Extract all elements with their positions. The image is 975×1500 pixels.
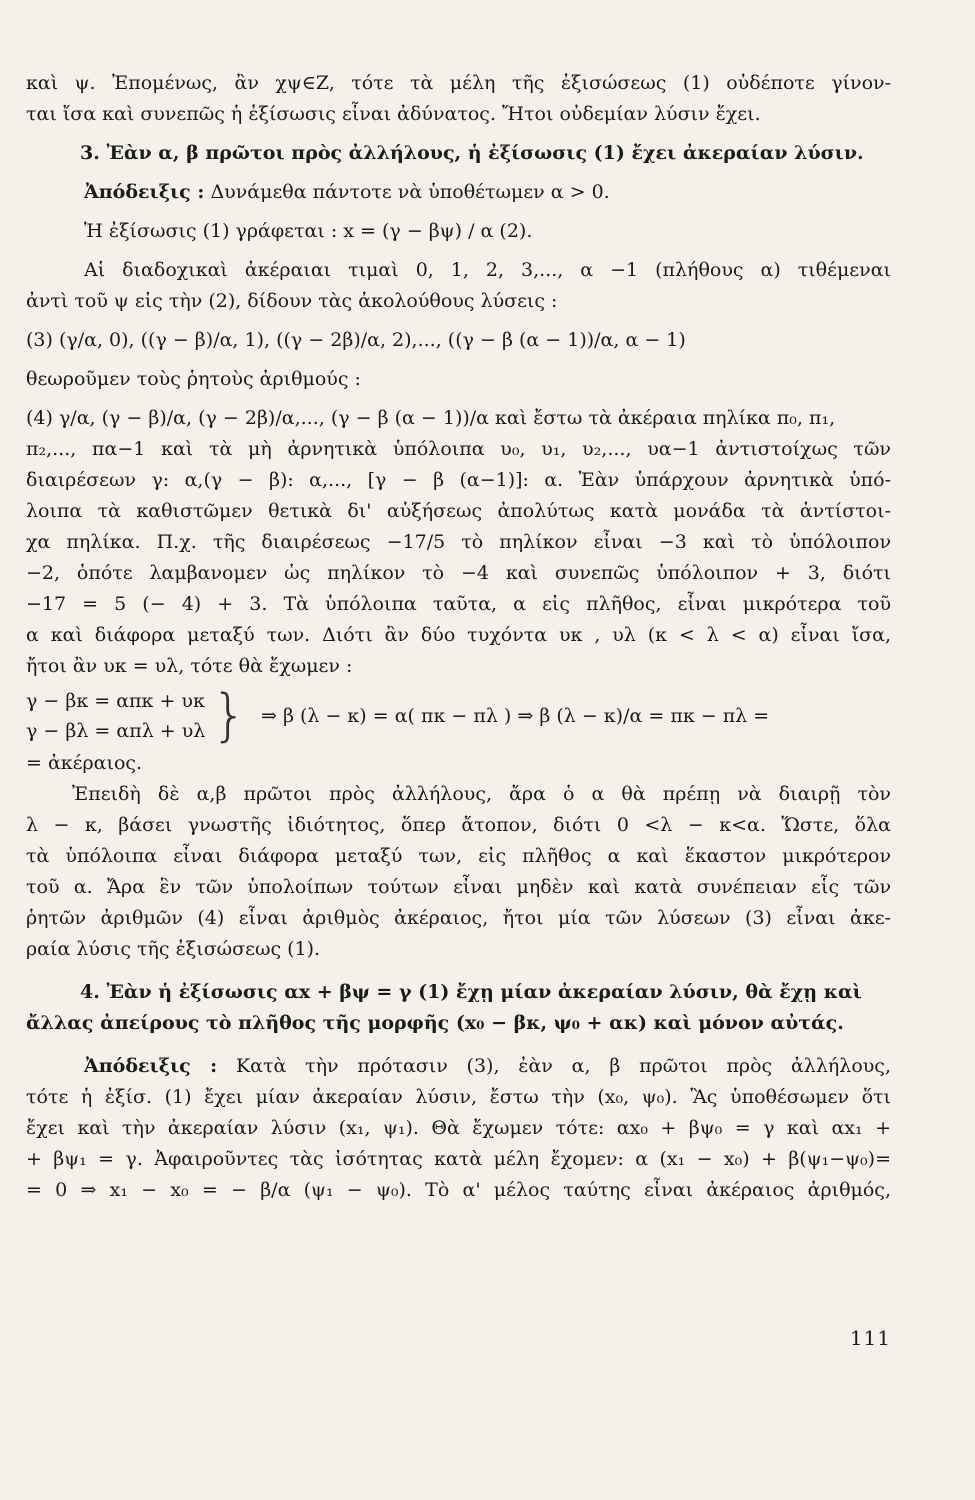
rationals-list-4: (4) γ/α, (γ − β)/α, (γ − 2β)/α,..., (γ − β (α − 1))/α καὶ ἔστω τὰ ἀκέραια πηλίκα π₀, π₁,: [26, 407, 836, 429]
system-right: ⇒ β (λ − κ) = α( πκ − πλ ) ⇒ β (λ − κ)/α = πκ − πλ =: [260, 705, 770, 727]
text-line: ται ἴσα καὶ συνεπῶς ἡ ἐξίσωσις εἶναι ἀδύνατος. Ἤτοι οὐδεμίαν λύσιν ἔχει.: [26, 103, 761, 125]
text-line: α καὶ διάφορα μεταξύ των. Διότι ἂν δύο τυχόντα υκ , υλ (κ < λ < α) εἶναι ἴσα,: [26, 624, 891, 646]
text-line: = 0 ⇒ x₁ − x₀ = − β/α (ψ₁ − ψ₀). Τὸ α' μέλος ταύτης εἶναι ἀκέραιος ἀριθμός,: [26, 1179, 891, 1201]
text-line: τὰ ὑπόλοιπα εἶναι διάφορα μεταξύ των, εἰς πλῆθος α καὶ ἕκαστον μικρότερον: [26, 845, 891, 867]
text-line: + βψ₁ = γ. Ἀφαιροῦντες τὰς ἰσότητας κατὰ μέλη ἔχομεν: α (x₁ − x₀) + β(ψ₁−ψ₀)=: [26, 1148, 891, 1170]
text-line: Αἱ διαδοχικαὶ ἀκέραιαι τιμαὶ 0, 1, 2, 3,..., α −1 (πλήθους α) τιθέμεναι: [84, 259, 891, 281]
text-line: π₂,..., πα−1 καὶ τὰ μὴ ἀρνητικὰ ὑπόλοιπα υ₀, υ₁, υ₂,..., υα−1 ἀντιστοίχως τῶν: [26, 438, 891, 460]
text-line: Ἐπειδὴ δὲ α,β πρῶτοι πρὸς ἀλλήλους, ἄρα ὁ α θὰ πρέπῃ νὰ διαιρῇ τὸν: [72, 783, 891, 805]
text-line: −17 = 5 (− 4) + 3. Τὰ ὑπόλοιπα ταῦτα, α εἰς πλῆθος, εἶναι μικρότερα τοῦ: [26, 593, 891, 615]
system-row: γ − βλ = απλ + υλ: [26, 720, 206, 742]
text-line: = ἀκέραιος.: [26, 752, 143, 774]
text-line: ραία λύσις τῆς ἐξισώσεως (1).: [26, 938, 321, 960]
system-left: [26, 686, 205, 746]
theorem-4-heading: 4. Ἐὰν ἡ ἐξίσωσις αx + βψ = γ (1) ἔχῃ μίαν ἀκεραίαν λύσιν, θὰ ἔχῃ καὶ: [80, 981, 862, 1003]
page-number: 111: [849, 1326, 891, 1350]
equation-system: [26, 683, 891, 748]
system-row: γ − βκ = απκ + υκ: [26, 690, 205, 712]
proof-3-intro: [26, 177, 891, 208]
proof-label: Ἀπόδειξις :: [84, 181, 205, 203]
text-line: χα πηλίκα. Π.χ. τῆς διαιρέσεως −17/5 τὸ πηλίκον εἶναι −3 καὶ τὸ ὑπόλοιπον: [26, 531, 891, 553]
proof-4-intro: [26, 1051, 891, 1082]
text-line: διαιρέσεων γ: α,(γ − β): α,..., [γ − β (α−1)]: α. Ἐὰν ὑπάρχουν ἀρνητικὰ ὑπό-: [26, 469, 891, 491]
equation-2: Ἡ ἐξίσωσις (1) γράφεται : x = (γ − βψ) / α (2).: [84, 220, 533, 242]
solutions-list-3: (3) (γ/α, 0), ((γ − β)/α, 1), ((γ − 2β)/α, 2),..., ((γ − β (α − 1))/α, α − 1): [26, 329, 686, 351]
right-brace: }: [211, 683, 247, 748]
text-line: λοιπα τὰ καθιστῶμεν θετικὰ δι' αὐξήσεως ἀπολύτως κατὰ μονάδα τὰ ἀντίστοι-: [26, 500, 891, 522]
proof-intro-text: Δυνάμεθα πάντοτε νὰ ὑποθέτωμεν α > 0.: [210, 181, 610, 203]
text-line: −2, ὁπότε λαμβανομεν ὡς πηλίκον τὸ −4 καὶ συνεπῶς ὑπόλοιπον + 3, διότι: [26, 562, 891, 584]
text-line: ἤτοι ἂν υκ = υλ, τότε θὰ ἔχωμεν :: [26, 655, 353, 677]
text-line: καὶ ψ. Ἐπομένως, ἂν χψ∈Z, τότε τὰ μέλη τῆς ἐξισώσεως (1) οὐδέποτε γίνον-: [26, 72, 891, 94]
text-line: τότε ἡ ἐξίσ. (1) ἔχει μίαν ἀκεραίαν λύσιν, ἔστω τὴν (x₀, ψ₀). Ἂς ὑποθέσωμεν ὅτι: [26, 1086, 891, 1108]
proof-intro-text: Κατὰ τὴν πρότασιν (3), ἐὰν α, β πρῶτοι πρὸς ἀλλήλους,: [235, 1055, 891, 1077]
text-line: ἔχει καὶ τὴν ἀκεραίαν λύσιν (x₁, ψ₁). Θὰ ἔχωμεν τότε: αx₀ + βψ₀ = γ καὶ αx₁ +: [26, 1117, 891, 1139]
theorem-3-heading: 3. Ἐὰν α, β πρῶτοι πρὸς ἀλλήλους, ἡ ἐξίσωσις (1) ἔχει ἀκεραίαν λύσιν.: [80, 142, 864, 164]
text-line: τοῦ α. Ἄρα ἓν τῶν ὑπολοίπων τούτων εἶναι μηδὲν καὶ κατὰ συνέπειαν εἷς τῶν: [26, 876, 891, 898]
proof-label: Ἀπόδειξις :: [84, 1055, 218, 1077]
text-line: θεωροῦμεν τοὺς ῥητοὺς ἀριθμούς :: [26, 368, 361, 390]
text-line: ἀντὶ τοῦ ψ εἰς τὴν (2), δίδουν τὰς ἀκολούθους λύσεις :: [26, 290, 558, 312]
theorem-4-heading-cont: ἄλλας ἀπείρους τὸ πλῆθος τῆς μορφῆς (x₀ − βκ, ψ₀ + ακ) καὶ μόνον αὐτάς.: [26, 1012, 844, 1034]
text-line: λ − κ, βάσει γνωστῆς ἰδιότητος, ὅπερ ἄτοπον, διότι 0 <λ − κ<α. Ὥστε, ὅλα: [26, 814, 891, 836]
text-line: ῥητῶν ἀριθμῶν (4) εἶναι ἀριθμὸς ἀκέραιος, ἤτοι μία τῶν λύσεων (3) εἶναι ἀκε-: [26, 907, 891, 929]
